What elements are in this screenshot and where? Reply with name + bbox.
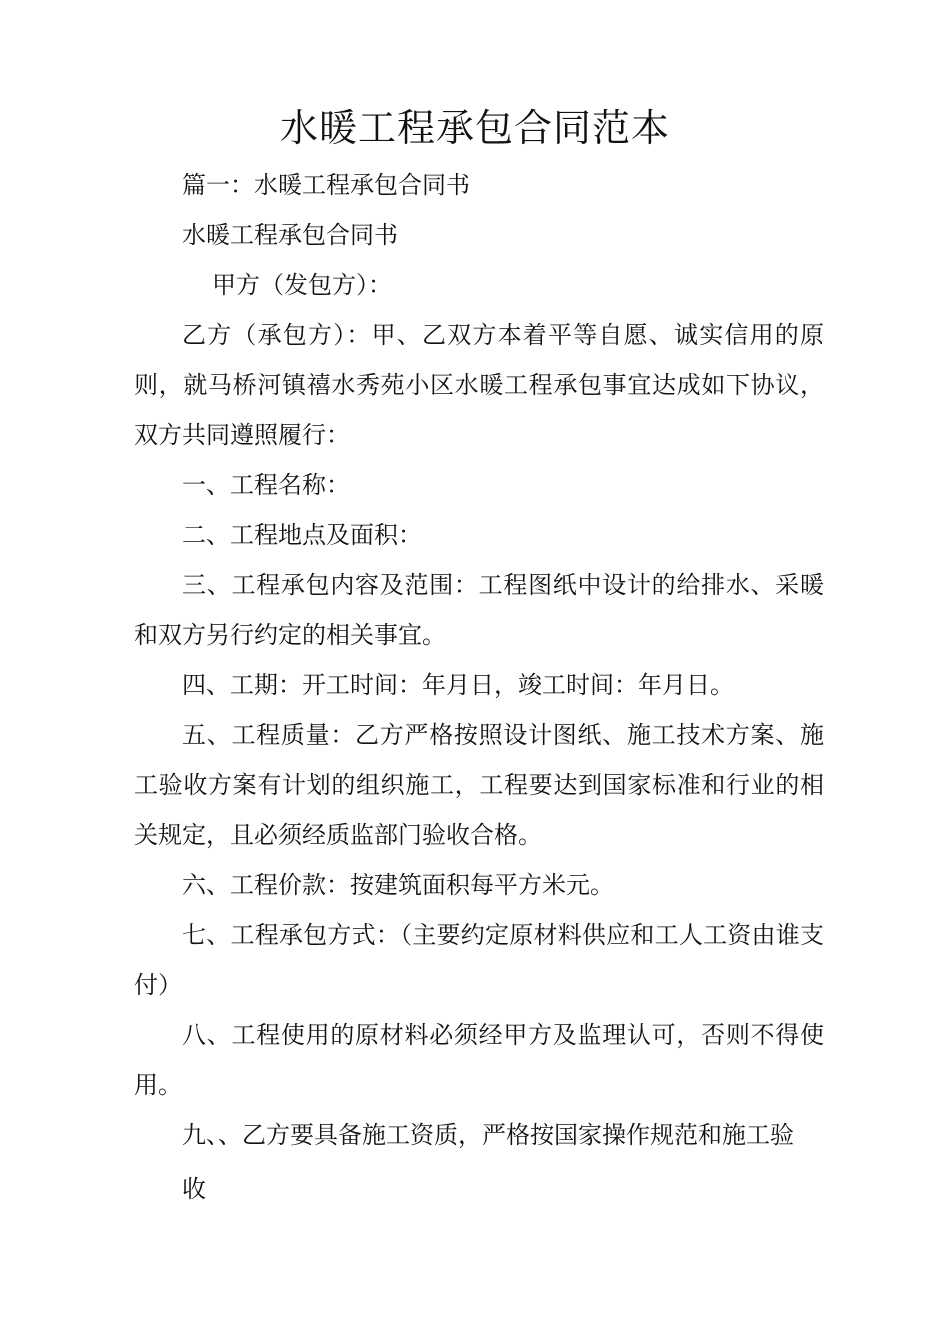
party-a-line: 甲方（发包方）： xyxy=(212,271,392,299)
contract-heading: 水暖工程承包合同书 xyxy=(182,221,398,249)
clause-1: 一、工程名称： xyxy=(182,471,350,499)
clause-9-continuation: 收 xyxy=(182,1175,206,1203)
clause-9: 九、、乙方要具备施工资质，严格按国家操作规范和施工验 xyxy=(182,1121,794,1149)
party-b-paragraph: 乙方（承包方）：甲、乙双方本着平等自愿、诚实信用的原则，就马桥河镇禧水秀苑小区水暖工程承包事宜达成如下协议，双方共同遵照履行： xyxy=(134,321,824,449)
clause-5: 五、工程质量：乙方严格按照设计图纸、施工技术方案、施工验收方案有计划的组织施工，工程要达到国家标准和行业的相关规定，且必须经质监部门验收合格。 xyxy=(134,721,824,849)
clause-8: 八、工程使用的原材料必须经甲方及监理认可，否则不得使用。 xyxy=(134,1021,824,1099)
clause-2: 二、工程地点及面积： xyxy=(182,521,422,549)
document-title: 水暖工程承包合同范本 xyxy=(279,106,670,150)
clause-3: 三、工程承包内容及范围：工程图纸中设计的给排水、采暖和双方另行约定的相关事宜。 xyxy=(134,571,824,649)
clause-6: 六、工程价款：按建筑面积每平方米元。 xyxy=(182,871,614,899)
clause-7: 七、工程承包方式：（主要约定原材料供应和工人工资由谁支付） xyxy=(134,921,824,999)
clause-4: 四、工期：开工时间：年月日，竣工时间：年月日。 xyxy=(182,671,734,699)
document-body xyxy=(134,160,824,1214)
section-heading: 篇一：水暖工程承包合同书 xyxy=(182,171,470,199)
